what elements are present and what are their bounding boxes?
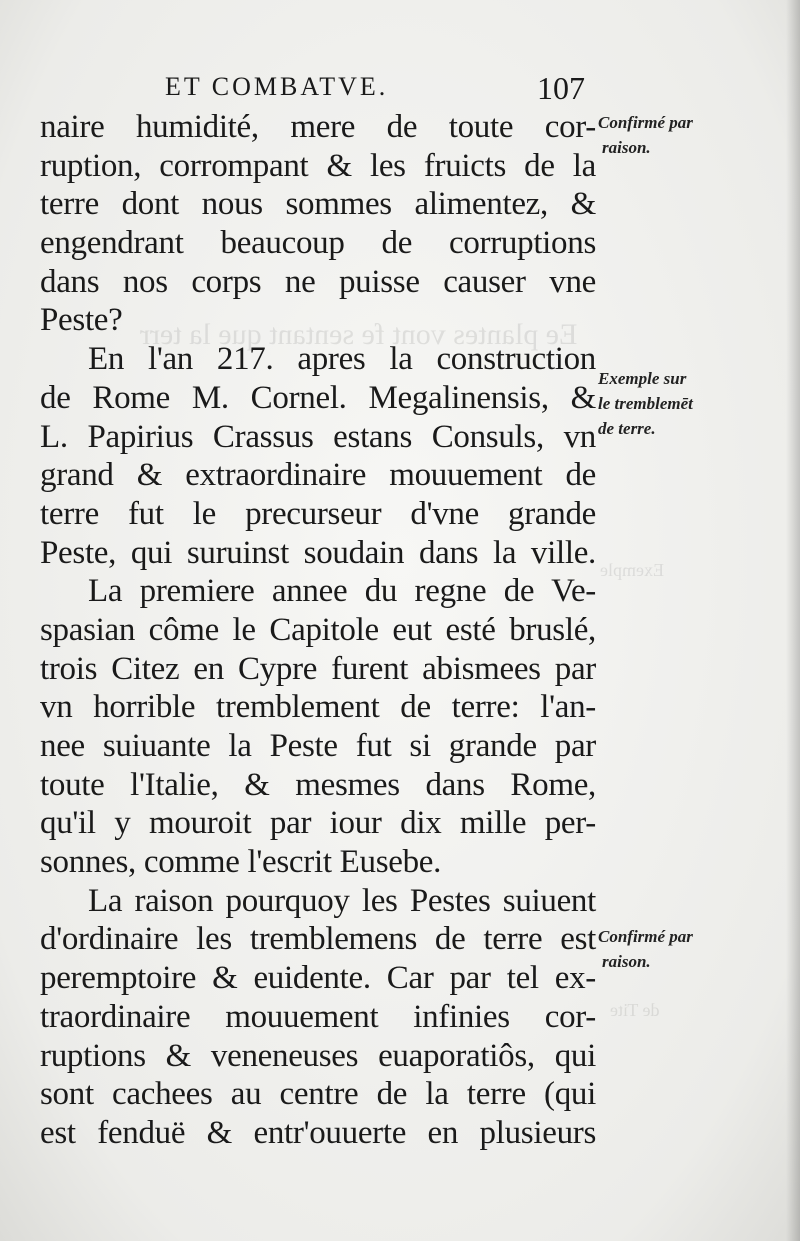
text-line: L. Papirius Crassus estans Consuls, vn — [40, 418, 596, 455]
text-line: vn horrible tremblement de terre: l'an- — [40, 689, 596, 726]
text-line: engendrant beaucoup de corruptions — [40, 225, 596, 262]
text-line: grand & extraordinaire mouuement de — [40, 457, 596, 494]
text-line: ruptions & veneneuses euaporatiôs, qui — [40, 1037, 596, 1074]
text-line: de Rome M. Cornel. Megalinensis, & — [40, 379, 596, 416]
margin-note-line: Confirmé par — [598, 927, 693, 946]
text-line: En l'an 217. apres la construction — [88, 341, 596, 378]
text-line: naire humidité, mere de toute cor- — [40, 109, 596, 145]
text-line: peremptoire & euidente. Car par tel ex- — [40, 960, 596, 997]
margin-note-line: Confirmé par — [598, 113, 693, 132]
margin-note-line: le tremblemēt — [598, 394, 693, 413]
text-line: spasian côme le Capitole eut esté bruslé, — [40, 611, 596, 648]
text-line: toute l'Italie, & mesmes dans Rome, — [40, 766, 596, 803]
text-line: Peste? — [40, 302, 123, 339]
text-line: Peste, qui suruinst soudain dans la ville. — [40, 534, 596, 571]
show-through-margin-2: de Tite — [610, 1000, 660, 1020]
text-line: est fenduë & entr'ouuerte en plusieurs — [40, 1114, 596, 1151]
text-line: sont cachees au centre de la terre (qui — [40, 1076, 596, 1113]
margin-note-line: de terre. — [598, 419, 656, 438]
text-line: terre fut le precurseur d'vne grande — [40, 495, 596, 532]
body-text — [40, 108, 596, 1153]
text-line: ruption, corrompant & les fruicts de la — [40, 147, 596, 184]
text-line: trois Citez en Cypre furent abismees par — [40, 650, 596, 687]
page-edge-shadow — [786, 0, 800, 1241]
show-through-margin: Exemple — [600, 560, 664, 580]
running-title: ET COMBATVE. — [165, 72, 389, 101]
text-line: traordinaire mouuement infinies cor- — [40, 998, 596, 1035]
page-header — [165, 70, 585, 110]
margin-note-line: raison. — [602, 138, 651, 157]
margin-note-line: raison. — [602, 952, 651, 971]
text-line: La raison pourquoy les Pestes suiuent — [88, 882, 596, 919]
page-number: 107 — [537, 70, 585, 106]
margin-note-confirme-2 — [598, 924, 788, 974]
show-through-text: Ee plantes vont fe sentant que la terr — [140, 318, 578, 351]
text-line: terre dont nous sommes alimentez, & — [40, 186, 596, 223]
text-line: qu'il y mouroit par iour dix mille per- — [40, 805, 596, 842]
margin-note-line: Exemple sur — [598, 369, 687, 388]
text-line: dans nos corps ne puisse causer vne — [40, 263, 596, 300]
text-line: La premiere annee du regne de Ve- — [88, 573, 596, 610]
text-line: d'ordinaire les tremblemens de terre est — [40, 921, 596, 958]
margin-note-confirme-1 — [598, 110, 788, 160]
text-line: nee suiuante la Peste fut si grande par — [40, 728, 596, 764]
text-line: sonnes, comme l'escrit Eusebe. — [40, 844, 442, 881]
margin-note-exemple — [598, 366, 788, 441]
